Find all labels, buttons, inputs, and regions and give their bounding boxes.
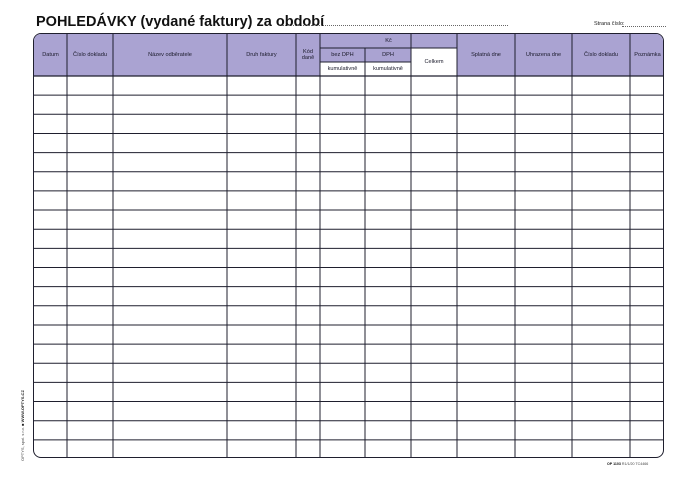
col-header-poznamka: Poznámka xyxy=(634,51,661,58)
col-header-uhrazena-dne: Uhrazena dne xyxy=(525,51,562,58)
col-header-datum: Datum xyxy=(42,51,59,58)
col-header-kc: Kč xyxy=(385,37,392,44)
publisher-side-text xyxy=(20,390,25,461)
col-header-splatna-dne: Splatná dne xyxy=(471,51,501,58)
publisher-name: OPTYS, spol. s r.o. xyxy=(20,426,25,461)
col-header-nazev-odberatele: Název odběratele xyxy=(148,51,192,58)
col-header-dph-kumulativne: kumulativně xyxy=(373,65,403,72)
form-code-note: R1/1/20 TC4466 xyxy=(621,462,649,466)
col-header-celkem: Celkem xyxy=(424,58,444,65)
publisher-website: ■ WWW.OPTYS.CZ xyxy=(20,390,25,426)
col-header-cislo-dokladu-2: Číslo dokladu xyxy=(584,51,618,58)
form-code xyxy=(607,462,648,466)
form-code-number: OP 1103 xyxy=(607,462,621,466)
col-header-kod-dane: Kód daně xyxy=(301,48,315,61)
col-header-cislo-dokladu: Číslo dokladu xyxy=(73,51,107,58)
col-header-druh-faktury: Druh faktury xyxy=(246,51,277,58)
period-fill-line xyxy=(282,25,508,26)
page-number-label: Strana číslo: xyxy=(594,21,625,27)
ledger-table xyxy=(33,33,664,458)
col-header-bez-dph-kumulativne: kumulativně xyxy=(327,65,358,72)
col-header-bez-dph: bez DPH xyxy=(331,51,354,58)
ledger-grid xyxy=(34,34,664,458)
col-header-dph: DPH xyxy=(382,51,394,58)
page-number-fill-line xyxy=(622,26,666,27)
form-title: POHLEDÁVKY (vydané faktury) za období xyxy=(36,14,325,30)
